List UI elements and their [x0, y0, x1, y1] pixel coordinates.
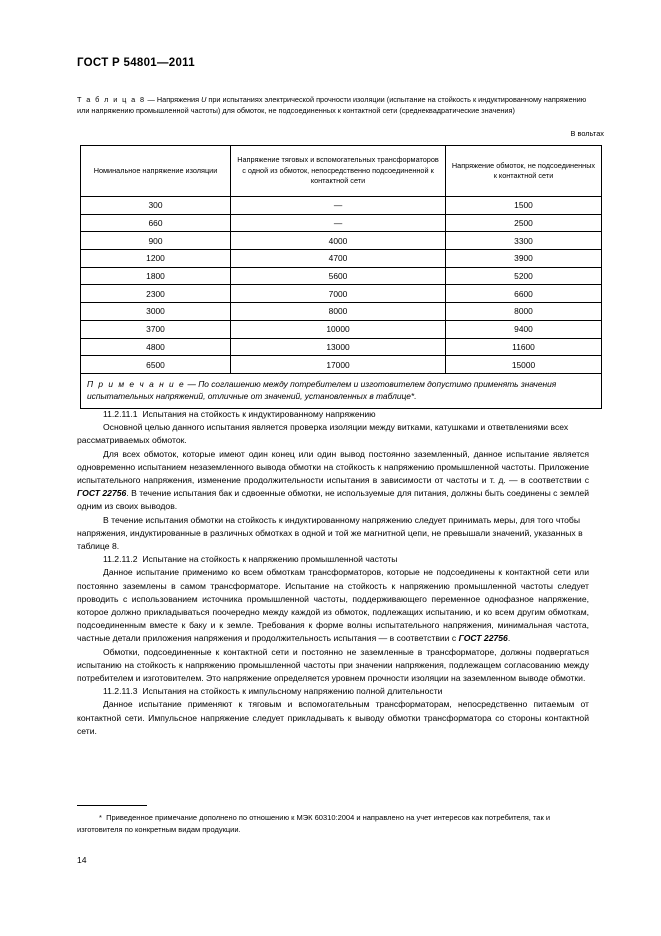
- table-note: [81, 373, 602, 408]
- clause-title: Испытания на стойкость к индуктированному напряжению: [142, 409, 376, 419]
- cell-nominal-voltage: 900: [81, 232, 231, 250]
- cell-traction-voltage: 10000: [231, 320, 446, 338]
- paragraph-2-part1: Для всех обмоток, которые имеют один конец или один вывод постоянно заземленный, данное испытание является одновременно испытанием незаземленного вывода обмотки на стойкость к напряжению промышленной частоты. Приложение испытательного напряжения, изменение продолжительности испытания в зависимости от частоты и т. д. — в соответствии с: [77, 448, 589, 486]
- clause-title: Испытания на стойкость к импульсному напряжению полной длительности: [142, 686, 443, 697]
- cell-nominal-voltage: 1800: [81, 267, 231, 285]
- cell-nominal-voltage: 3700: [81, 320, 231, 338]
- table-row: [81, 320, 602, 338]
- table-row: [81, 338, 602, 356]
- table-caption-text-part2: при испытаниях электрической прочности изоляции (испытание на стойкость к индуктированному напряжению или напряжению промышленной частоты) для обмоток, не подсоединенных к контактной сети (среднеквадратические значения): [77, 95, 587, 116]
- cell-traction-voltage: 4000: [231, 232, 446, 250]
- clause-number: 11.2.11.2: [103, 554, 138, 565]
- page-number: 14: [77, 855, 87, 865]
- table-row: [81, 267, 602, 285]
- cell-winding-voltage: 5200: [446, 267, 602, 285]
- table-row: [81, 356, 602, 374]
- clause-heading-11-2-11-2: [77, 553, 589, 566]
- footnote: [77, 812, 589, 836]
- table-header-row: [81, 146, 602, 197]
- table-row: [81, 303, 602, 321]
- table-caption-dash: —: [145, 95, 157, 104]
- paragraph-6: Данное испытание применяют к тяговым и вспомогательным трансформаторам, непосредственно питаемым от контактной сети. Импульсное напряжение следует прикладывать к выводу обмотки трансформатора со стороны контактной сети.: [77, 699, 589, 736]
- reference-gost-22756: ГОСТ 22756: [458, 633, 508, 644]
- cell-winding-voltage: 6600: [446, 285, 602, 303]
- voltage-table-wrapper: [80, 145, 601, 409]
- body-text: [77, 408, 589, 738]
- paragraph-4-part1: Данное испытание применимо ко всем обмоткам трансформаторов, которые не подсоединены к контактной сети или постоянно заземлены в самом трансформаторе. Испытание на стойкость к напряжению промышленной частоты следует проводить с использованием источника промышленной частоты, поддерживающего переменное однофазное напряжение, которое должно прикладываться поочередно между каждой из обмоток, подлежащих испытанию, и ко всем другим обмоткам, подсоединенным вместе к баку и к земле. Требования к форме волны испытательного напряжения, минимальная частота, частные детали приложения напряжения и продолжительность испытания — в соответствии с: [77, 567, 589, 644]
- cell-nominal-voltage: 4800: [81, 338, 231, 356]
- cell-traction-voltage: 4700: [231, 250, 446, 268]
- reference-gost-22756: ГОСТ 22756: [77, 488, 127, 499]
- column-header-unconnected-windings: Напряжение обмоток, не подсоединенных к контактной сети: [446, 146, 602, 197]
- cell-nominal-voltage: 2300: [81, 285, 231, 303]
- paragraph-4: [77, 566, 589, 645]
- column-header-nominal-voltage: Номинальное напряжение изоляции: [81, 146, 231, 197]
- table-row: [81, 197, 602, 215]
- clause-title: Испытание на стойкость к напряжению промышленной частоты: [142, 554, 398, 565]
- table-caption-symbol-u: U: [201, 95, 207, 104]
- cell-winding-voltage: 2500: [446, 214, 602, 232]
- paragraph-4-part2: .: [507, 633, 511, 644]
- table-caption-text-part1: Напряжения: [156, 95, 202, 104]
- table-note-dash: —: [185, 378, 199, 389]
- clause-heading-11-2-11-1: [77, 408, 589, 421]
- cell-winding-voltage: 9400: [446, 320, 602, 338]
- voltage-table-head: [81, 146, 602, 197]
- table-caption-label: Т а б л и ц а 8: [77, 95, 146, 104]
- table-caption: [77, 94, 589, 116]
- column-header-traction-transformers: Напряжение тяговых и вспомогательных трансформаторов с одной из обмоток, непосредственно подсоединенной к контактной сети: [231, 146, 446, 197]
- cell-traction-voltage: 13000: [231, 338, 446, 356]
- cell-traction-voltage: 8000: [231, 303, 446, 321]
- cell-traction-voltage: 17000: [231, 356, 446, 374]
- standard-identifier: ГОСТ Р 54801—2011: [77, 57, 195, 69]
- voltage-table-body: [81, 197, 602, 409]
- cell-winding-voltage: 8000: [446, 303, 602, 321]
- cell-traction-voltage: —: [231, 214, 446, 232]
- paragraph-2: [77, 448, 589, 514]
- paragraph-5: Обмотки, подсоединенные к контактной сети и постоянно не заземленные в трансформаторе, должны подвергаться испытанию на стойкость к напряжению промышленной частоты при значении напряжения, подлежащем согласованию между потребителем и изготовителем. Это напряжение определяется уровнем прочности изоляции на заземленном выводе обмотки.: [77, 646, 589, 684]
- cell-traction-voltage: 7000: [231, 285, 446, 303]
- cell-traction-voltage: —: [231, 197, 446, 215]
- footnote-separator: [77, 805, 147, 806]
- voltage-table: [80, 145, 602, 409]
- paragraph-2-part2: . В течение испытания бак и сдвоенные обмотки, не используемые для питания, должны быть соединены с землей одним из своих выводов.: [77, 488, 589, 512]
- footnote-marker: *: [99, 813, 102, 822]
- table-note-row: [81, 373, 602, 408]
- cell-winding-voltage: 11600: [446, 338, 602, 356]
- cell-winding-voltage: 15000: [446, 356, 602, 374]
- cell-nominal-voltage: 660: [81, 214, 231, 232]
- cell-winding-voltage: 3300: [446, 232, 602, 250]
- table-row: [81, 285, 602, 303]
- paragraph-1: Основной целью данного испытания является проверка изоляции между витками, катушками и ответвлениями всех рассматриваемых обмоток.: [77, 422, 569, 446]
- table-row: [81, 232, 602, 250]
- clause-number: 11.2.11.3: [103, 686, 138, 697]
- cell-nominal-voltage: 3000: [81, 303, 231, 321]
- clause-heading-11-2-11-3: [77, 685, 589, 698]
- cell-traction-voltage: 5600: [231, 267, 446, 285]
- table-note-label: П р и м е ч а н и е: [87, 378, 186, 389]
- clause-number: 11.2.11.1: [103, 409, 138, 419]
- table-note-text: По соглашению между потребителем и изготовителем допустимо применять значения испытательных напряжений, отличные от значений, установленных в таблице*.: [87, 378, 557, 402]
- cell-nominal-voltage: 1200: [81, 250, 231, 268]
- cell-nominal-voltage: 6500: [81, 356, 231, 374]
- table-row: [81, 214, 602, 232]
- table-units-label: В вольтах: [570, 129, 604, 138]
- table-row: [81, 250, 602, 268]
- cell-winding-voltage: 1500: [446, 197, 602, 215]
- paragraph-3: В течение испытания обмотки на стойкость к индуктированному напряжению следует принимать меры, для того чтобы напряжения, индуктированные в различных обмотках в одной и той же магнитной цепи, не превышали значений, указанных в таблице 8.: [77, 514, 583, 552]
- cell-winding-voltage: 3900: [446, 250, 602, 268]
- cell-nominal-voltage: 300: [81, 197, 231, 215]
- footnote-text: Приведенное примечание дополнено по отношению к МЭК 60310:2004 и направлено на учет интересов как потребителя, так и изготовителя по конкретным видам продукции.: [77, 813, 551, 834]
